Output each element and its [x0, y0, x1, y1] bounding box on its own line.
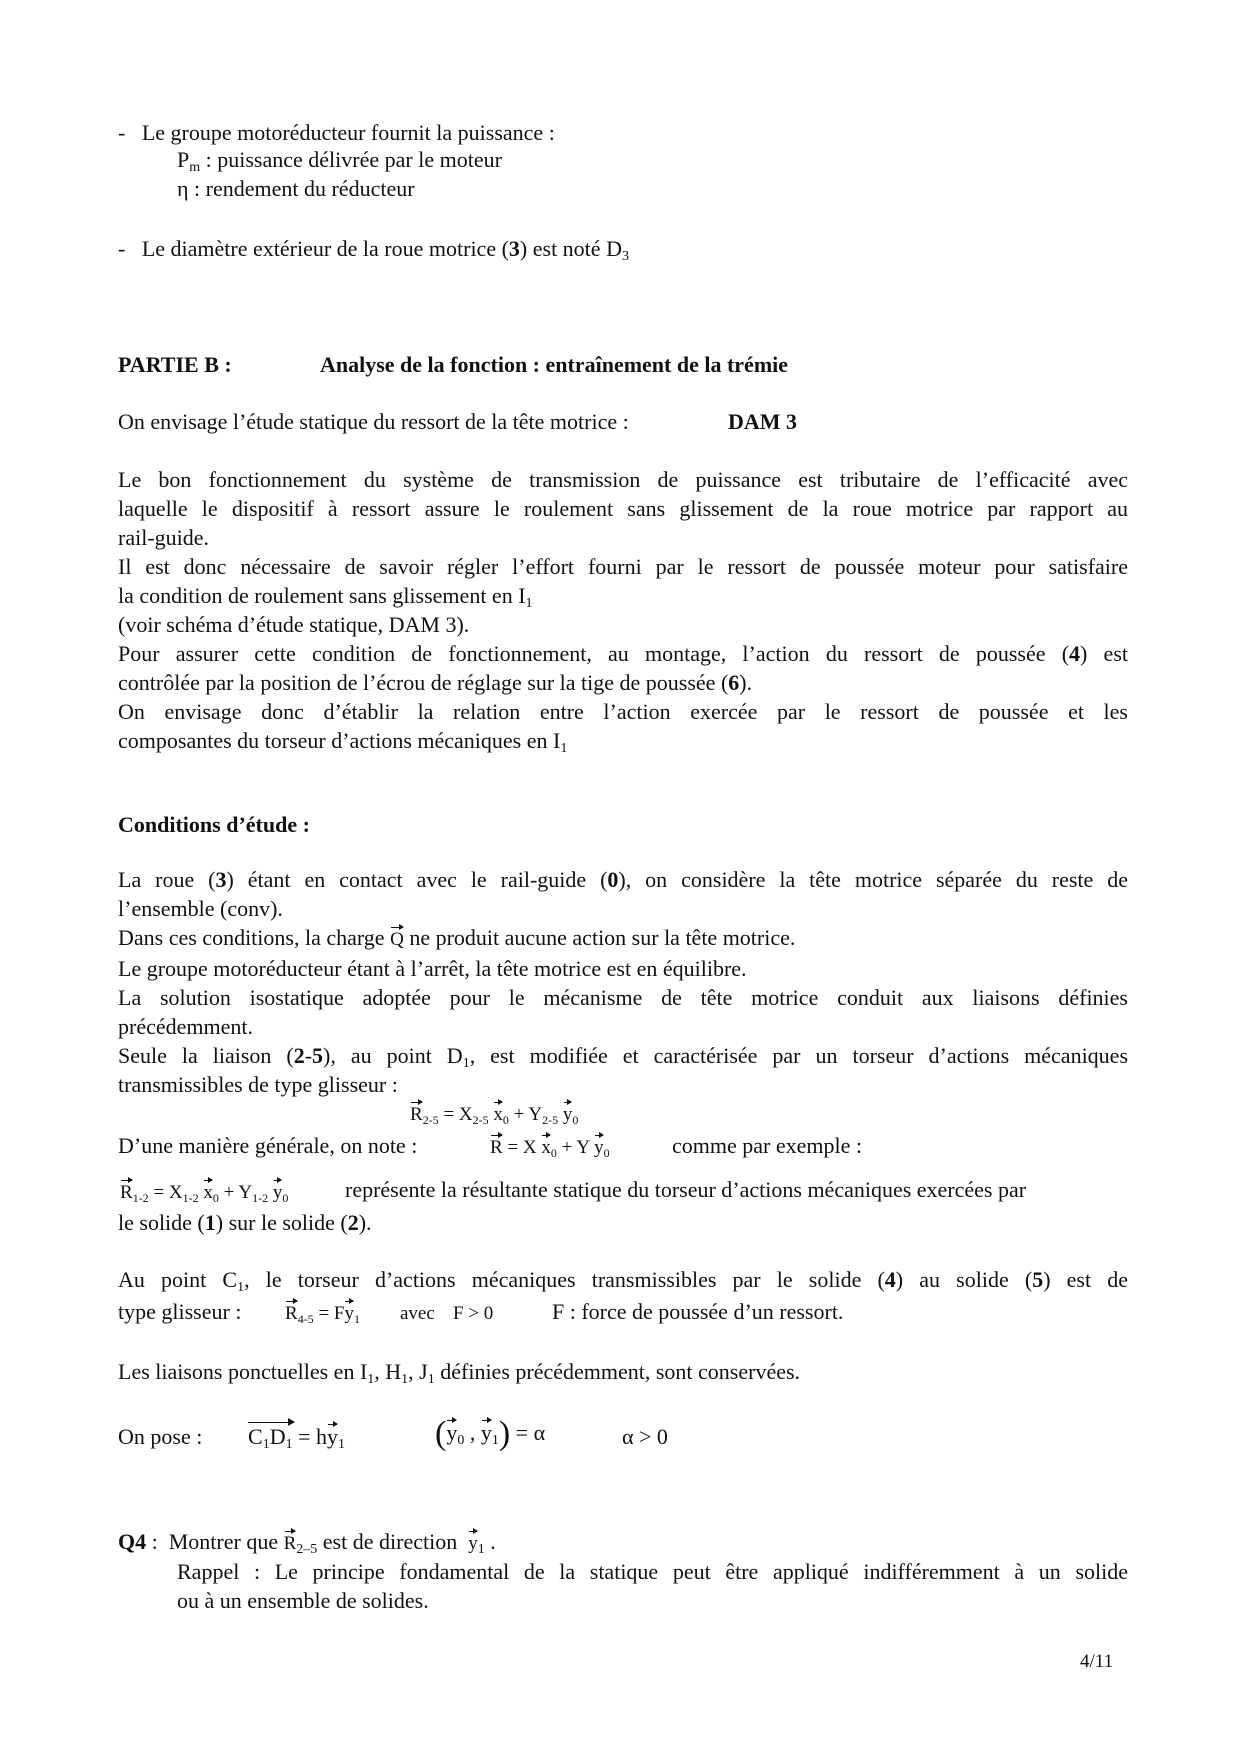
paragraph-transmission: Le bon fonctionnement du système de transmission de puissance est tributaire de l’efficacité avec laquelle le dispositif à ressort assure le roulement sans glissement de la roue motrice par rapport au rail-guide. Il est donc nécessaire de savoir régler l’effort fourni par le ressort de poussée moteur pour satisfaire la condition de roulement sans glissement en $I_1$ (voir schéma d’étude statique, DAM 3). Pour assurer cette condition de fonctionnement, au montage, l’action du ressort de poussée (4) est contrôlée par la position de l’écrou de réglage sur la tige de poussée (6). On envisage donc d’établir la relation entre l’action exercée par le ressort de poussée et les composantes du torseur d’actions mécaniques en $I_1$ — [118, 467, 1128, 756]
formula-c1d1: $C_1D_1 = hy_1$ — [248, 1424, 345, 1452]
study-line: On envisage l’étude statique du ressort de la tête motrice : — [118, 409, 629, 434]
avec-label: avec — [400, 1303, 435, 1324]
example-label: comme par exemple : — [672, 1133, 862, 1158]
alpha-condition: α > 0 — [622, 1424, 668, 1449]
dam-reference: DAM 3 — [728, 409, 798, 434]
formula-r25: $R_{2-5} = X_{2-5}$ $x_0 + Y_{2-5}$ $y_0$ — [410, 1100, 578, 1129]
page-number: 4/11 — [1080, 1651, 1114, 1672]
r12-description: représente la résultante statique du torseur d’actions mécaniques exercées par — [345, 1177, 1027, 1202]
rappel: Rappel : Le principe fondamental de la statique peut être appliqué indifféremment à un solide ou à un ensemble de solides. — [177, 1559, 1128, 1613]
f-condition: F > 0 — [453, 1303, 494, 1324]
part-label: PARTIE B : — [118, 352, 232, 377]
bullet-power: - Le groupe motoréducteur fournit la puissance : — [118, 120, 555, 145]
r12-description-line2: le solide (1) sur le solide (2). — [118, 1210, 372, 1235]
general-notation: D’une manière générale, on note : — [118, 1133, 418, 1158]
formula-r-general: R = X $x_0 + Y$ $y_0$ — [490, 1133, 610, 1162]
c1d1-vector: $C_1D_1$ — [248, 1424, 293, 1452]
q-vector: Q — [390, 925, 404, 954]
formula-angle: ($y_0$ , $y_1) = \alpha$ — [435, 1415, 546, 1452]
conditions-heading: Conditions d’étude : — [118, 812, 310, 837]
pose-label: On pose : — [118, 1424, 203, 1449]
glisseur-label: type glisseur : — [118, 1299, 242, 1324]
f-definition: F : force de poussée d’un ressort. — [552, 1299, 844, 1324]
formula-r12: $R_{1-2} = X_{1-2}$ $x_0 + Y_{1-2}$ $y_0$ — [120, 1178, 288, 1207]
question-label: Q4 — [118, 1529, 147, 1554]
eta-definition: η : rendement du réducteur — [177, 176, 415, 201]
bullet-diameter: - Le diamètre extérieur de la roue motrice (3) est noté $D_3$ — [118, 236, 629, 264]
paragraph-conditions: La roue (3) étant en contact avec le rail-guide (0), on considère la tête motrice séparée du reste de l’ensemble (conv). Dans ces conditions, la charge Q ne produit aucune action sur la tête motrice. Le groupe motoréducteur étant à l’arrêt, la tête motrice est en équilibre. La solution isostatique adoptée pour le mécanisme de tête motrice conduit aux liaisons définies précédemment. Seule la liaison (2-5), au point $D_1$, est modifiée et caractérisée par un torseur d’actions mécaniques transmissibles de type glisseur : — [118, 867, 1129, 1097]
part-title: Analyse de la fonction : entraînement de la trémie — [320, 352, 789, 377]
question-q4: Q4 : Montrer que $R_{2-5}$ est de direction $y_1$ . — [118, 1529, 496, 1557]
paragraph-c1: Au point $C_1$, le torseur d’actions mécaniques transmissibles par le solide (4) au solide (5) est de — [118, 1267, 1128, 1295]
ponctual-links: Les liaisons ponctuelles en $I_1$, $H_1$, $J_1$ définies précédemment, sont conservées. — [118, 1359, 801, 1387]
pm-definition: $P_m$ : puissance délivrée par le moteur — [177, 147, 502, 175]
formula-r45: $R_{4-5} = Fy_1$ — [285, 1299, 360, 1328]
